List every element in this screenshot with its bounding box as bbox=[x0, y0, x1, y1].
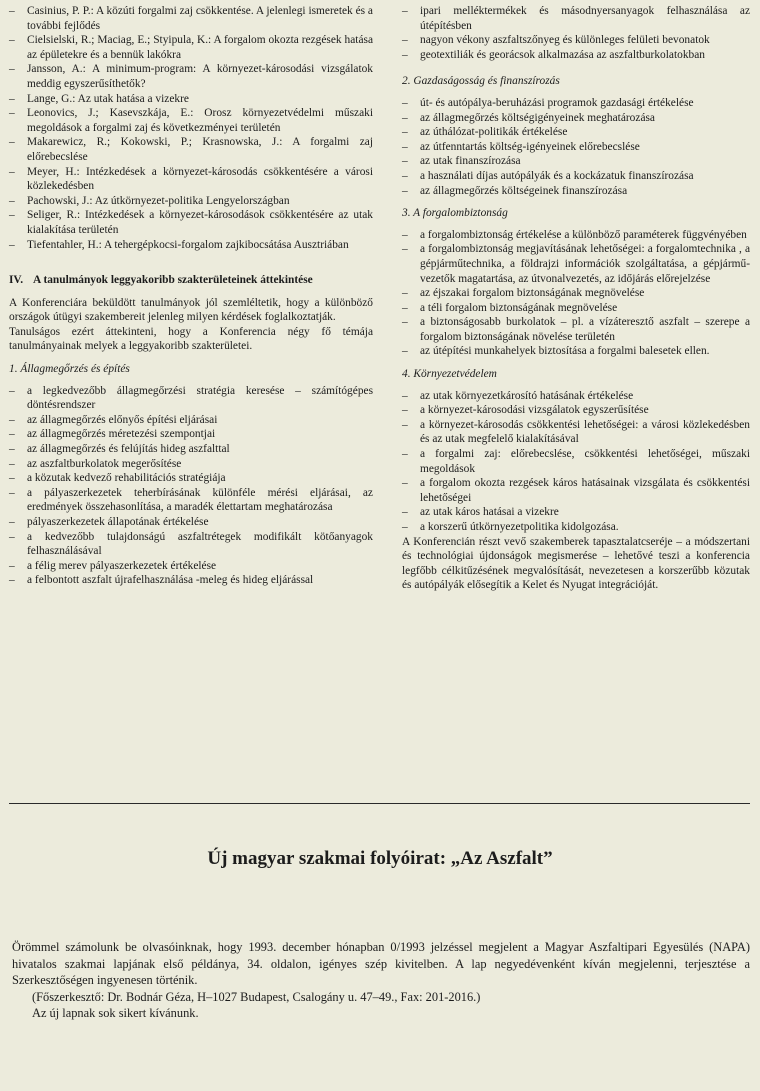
reference-item bbox=[9, 33, 373, 62]
topic-item bbox=[402, 111, 750, 126]
dash-marker: – bbox=[402, 287, 408, 300]
left-column bbox=[9, 4, 373, 588]
reference-item bbox=[9, 106, 373, 135]
topic-item-text: geotextiliák és georácsok alkalmazása az aszfaltburkolatokban bbox=[420, 48, 705, 61]
closing-paragraph: A Konferencián részt vevő szakemberek tapasztalatcseréje – a módszertani és technológiai újdonságok megismerése – lehetővé teszi a konferencia legfőbb célkitűzésének megvalósítását, nevezetesen a korszerűbb közutak és autópályák elősegítik a Kelet és Nyugat integrációját. bbox=[402, 535, 750, 592]
topic-item-text: az állagmegőrzés költségigényeinek meghatározása bbox=[420, 111, 655, 124]
dash-marker: – bbox=[402, 140, 408, 153]
reference-text: Meyer, H.: Intézkedések a környezet-károsodás csökkentésére a városi közlekedésben bbox=[27, 165, 373, 193]
dash-marker: – bbox=[9, 165, 15, 178]
intro-paragraph: A Konferenciára beküldött tanulmányok jól szemléltetik, hogy a különböző országok útügyi szakembereit jelenleg milyen kérdések foglalkoztatják. bbox=[9, 296, 373, 324]
topic-item-text: az útfenntartás költség-igényeinek előrebecslése bbox=[420, 140, 640, 153]
topic-item-text: az aszfaltburkolatok megerősítése bbox=[27, 457, 182, 470]
topic-item-text: a közutak kedvező rehabilitációs stratégiája bbox=[27, 472, 226, 485]
topic-item-text: az útépítési munkahelyek biztosítása a forgalmi balesetek ellen. bbox=[420, 345, 710, 358]
dash-marker: – bbox=[9, 530, 15, 543]
dash-marker: – bbox=[402, 448, 408, 461]
topic-item bbox=[9, 442, 373, 457]
topic-list bbox=[9, 384, 373, 588]
editor-info: (Főszerkesztő: Dr. Bodnár Géza, H–1027 Budapest, Csalogány u. 47–49., Fax: 201-2016.) bbox=[32, 989, 481, 1004]
topic-item-text: a környezet-károsodás csökkentési lehetőségei: a városi közlekedésben és az utak megfelelő kialakításával bbox=[420, 418, 750, 446]
dash-marker: – bbox=[402, 404, 408, 417]
dash-marker: – bbox=[9, 428, 15, 441]
dash-marker: – bbox=[9, 443, 15, 456]
topic-item bbox=[402, 184, 750, 199]
topic-heading: 4. Környezetvédelem bbox=[402, 368, 497, 381]
topic-list bbox=[402, 389, 750, 535]
dash-marker: – bbox=[9, 574, 15, 587]
reference-item bbox=[9, 92, 373, 107]
dash-marker: – bbox=[402, 228, 408, 241]
reference-item bbox=[9, 165, 373, 194]
dash-marker: – bbox=[402, 477, 408, 490]
dash-marker: – bbox=[402, 169, 408, 182]
dash-marker: – bbox=[9, 194, 15, 207]
dash-marker: – bbox=[402, 48, 408, 61]
topic-item bbox=[402, 154, 750, 169]
topic-item bbox=[402, 286, 750, 301]
dash-marker: – bbox=[9, 92, 15, 105]
reference-text: Leonovics, J.; Kasevszkája, E.: Orosz környezetvédelmi műszaki megoldások a forgalmi zaj és következményei területén bbox=[27, 107, 373, 134]
topic-item bbox=[9, 515, 373, 530]
topic-item bbox=[402, 140, 750, 155]
topic-heading: 3. A forgalombiztonság bbox=[402, 207, 508, 220]
topic-item-text: a pályaszerkezetek teherbírásának különféle mérési eljárásai, az eredmények összehasonlítása, a maradék élettartam meghatározása bbox=[27, 486, 373, 514]
announcement-body bbox=[12, 939, 750, 1022]
topic-item bbox=[402, 389, 750, 404]
topic-item-text: a felbontott aszfalt újrafelhasználása -meleg és hideg eljárással bbox=[27, 574, 314, 587]
topic-item-text: a félig merev pályaszerkezetek értékelése bbox=[27, 559, 217, 572]
reference-list bbox=[9, 4, 373, 252]
dash-marker: – bbox=[9, 238, 15, 251]
announcement-headline: Új magyar szakmai folyóirat: „Az Aszfalt” bbox=[207, 848, 553, 869]
dash-marker: – bbox=[9, 384, 15, 397]
topic-item bbox=[402, 4, 750, 33]
reference-item bbox=[9, 208, 373, 237]
topic-item-text: az állagmegőrzés és felújítás hideg aszfalttal bbox=[27, 443, 230, 456]
topic-item-text: az állagmegőrzés költségeinek finanszírozása bbox=[420, 184, 628, 197]
topic-item-text: az éjszakai forgalom biztonságának megnövelése bbox=[420, 287, 645, 300]
section-title: A tanulmányok leggyakoribb szakterületeinek áttekintése bbox=[33, 274, 313, 287]
topic-item bbox=[402, 33, 750, 48]
reference-text: Cielsielski, R.; Maciag, E.; Styipula, K.: A forgalom okozta rezgések hatása az épületekre és a bennük lakókra bbox=[27, 34, 373, 61]
topic-item bbox=[9, 471, 373, 486]
dash-marker: – bbox=[9, 136, 15, 149]
reference-text: Pachowski, J.: Az útkörnyezet-politika Lengyelországban bbox=[27, 194, 290, 207]
topic-item-text: az utak káros hatásai a vizekre bbox=[420, 506, 559, 519]
reference-item bbox=[9, 135, 373, 164]
topic-item bbox=[402, 505, 750, 520]
topic-item bbox=[402, 228, 750, 243]
dash-marker: – bbox=[9, 486, 15, 499]
reference-text: Makarewicz, R.; Kokowski, P.; Krasnowska, J.: A forgalmi zaj előrebecslése bbox=[27, 136, 373, 163]
announcement-paragraph: Örömmel számolunk be olvasóinknak, hogy 1993. december hónapban 0/1993 jelzéssel megjelent a Magyar Aszfaltipari Egyesülés (NAPA) hivatalos szakmai lapjának első példánya, 34. oldalon, igényes szép kivitelben. A lap negyedévenként kíván megjelenni, terjesztése a Szerkesztőségen ingyenesen történik. bbox=[12, 940, 750, 987]
topic-item bbox=[9, 486, 373, 515]
dash-marker: – bbox=[9, 107, 15, 120]
dash-marker: – bbox=[402, 111, 408, 124]
topic-item bbox=[402, 447, 750, 476]
dash-marker: – bbox=[402, 5, 408, 17]
reference-item bbox=[9, 238, 373, 253]
topic-item bbox=[402, 301, 750, 316]
topic-item bbox=[402, 403, 750, 418]
dash-marker: – bbox=[9, 559, 15, 572]
dash-marker: – bbox=[402, 155, 408, 168]
topic-item-text: a forgalmi zaj: előrebecslése, csökkentési lehetőségei, műszaki megoldások bbox=[420, 448, 750, 475]
reference-text: Tiefentahler, H.: A tehergépkocsi-forgalom zajkibocsátása Ausztriában bbox=[27, 238, 349, 251]
topic-list bbox=[402, 96, 750, 198]
topic-item bbox=[9, 559, 373, 574]
topic-item-text: a legkedvezőbb állagmegőrzési stratégia keresése – számítógépes döntésrendszer bbox=[27, 384, 373, 412]
dash-marker: – bbox=[9, 5, 15, 17]
topic-item bbox=[402, 48, 750, 63]
dash-marker: – bbox=[402, 345, 408, 358]
dash-marker: – bbox=[9, 209, 15, 222]
dash-marker: – bbox=[9, 516, 15, 528]
dash-marker: – bbox=[402, 34, 408, 47]
topic-item-text: az állagmegőrzés előnyős építési eljárásai bbox=[27, 413, 218, 426]
topic-item bbox=[402, 242, 750, 286]
topic-item-text: a kedvezőbb tulajdonságú aszfaltrétegek modifikált kötőanyagok felhasználásával bbox=[27, 530, 373, 558]
topic-heading: 2. Gazdaságosság és finanszírozás bbox=[402, 75, 560, 88]
dash-marker: – bbox=[402, 184, 408, 197]
topic-item bbox=[9, 427, 373, 442]
topic-item-text: a környezet-károsodási vizsgálatok egyszerűsítése bbox=[420, 404, 649, 417]
topic-item bbox=[9, 384, 373, 413]
topic-list bbox=[402, 228, 750, 359]
closing-wish: Az új lapnak sok sikert kívánunk. bbox=[32, 1006, 199, 1020]
topic-item-text: a forgalombiztonság értékelése a különböző paraméterek függvényében bbox=[420, 228, 747, 241]
topic-list-continued bbox=[402, 4, 750, 62]
section-heading bbox=[9, 273, 373, 288]
topic-item bbox=[9, 457, 373, 472]
topic-item bbox=[402, 169, 750, 184]
dash-marker: – bbox=[9, 34, 15, 47]
intro-paragraph: Tanulságos ezért áttekinteni, hogy a Konferencia négy fő témája tanulmányainak melyek a leggyakoribb szakterületei. bbox=[9, 325, 373, 353]
reference-item bbox=[9, 62, 373, 91]
dash-marker: – bbox=[9, 472, 15, 485]
topic-heading: 1. Állagmegőrzés és építés bbox=[9, 363, 130, 376]
topic-item-text: a téli forgalom biztonságának megnövelése bbox=[420, 301, 618, 314]
dash-marker: – bbox=[402, 126, 408, 139]
section-number: IV. bbox=[9, 274, 24, 287]
dash-marker: – bbox=[402, 389, 408, 402]
topic-item-text: a korszerű útkörnyezetpolitika kidolgozása. bbox=[420, 521, 619, 533]
reference-item bbox=[9, 4, 373, 33]
topic-item-text: pályaszerkezetek állapotának értékelése bbox=[27, 516, 209, 528]
topic-item-text: a biztonságosabb burkolatok – pl. a vízáteresztő aszfalt – szerepe a forgalom biztonságának növelése területén bbox=[420, 316, 750, 343]
topic-item bbox=[9, 573, 373, 588]
reference-item bbox=[9, 194, 373, 209]
right-column bbox=[402, 4, 750, 593]
dash-marker: – bbox=[402, 301, 408, 314]
dash-marker: – bbox=[402, 316, 408, 329]
dash-marker: – bbox=[402, 418, 408, 431]
topic-item-text: ipari melléktermékek és másodnyersanyagok felhasználása az útépítésben bbox=[420, 5, 750, 32]
topic-item-text: út- és autópálya-beruházási programok gazdasági értékelése bbox=[420, 96, 694, 109]
reference-text: Jansson, A.: A minimum-program: A környezet-károsodási vizsgálatok meddig egyszerűsíthetők? bbox=[27, 63, 373, 90]
topic-item bbox=[402, 476, 750, 505]
topic-item bbox=[402, 96, 750, 111]
dash-marker: – bbox=[402, 243, 408, 256]
topic-item-text: a használati díjas autópályák és a kockázatuk finanszírozása bbox=[420, 169, 694, 182]
topic-item-text: az állagmegőrzés méretezési szempontjai bbox=[27, 428, 216, 441]
topic-item bbox=[402, 520, 750, 535]
reference-text: Seliger, R.: Intézkedések a környezet-károsodások csökkentésére az utak kialakítása területén bbox=[27, 209, 373, 236]
topic-item bbox=[402, 125, 750, 140]
reference-text: Lange, G.: Az utak hatása a vizekre bbox=[27, 92, 189, 105]
dash-marker: – bbox=[9, 457, 15, 470]
topic-item-text: a forgalombiztonság megjavításának lehetőségei: a forgalomtechnika , a gépjárműtechnika, a földrajzi információk szolgáltatása, a gépjármű-vezetők magatartása, az útvonalvezetés, az időjárás előrejelzése bbox=[420, 243, 750, 285]
topic-item bbox=[9, 530, 373, 559]
horizontal-divider bbox=[9, 803, 750, 804]
dash-marker: – bbox=[9, 413, 15, 426]
topic-item-text: az úthálózat-politikák értékelése bbox=[420, 126, 568, 139]
topic-item-text: az utak környezetkárosító hatásának értékelése bbox=[420, 389, 634, 402]
reference-text: Casinius, P. P.: A közúti forgalmi zaj csökkentése. A jelenlegi ismeretek és a további fejlődés bbox=[27, 5, 373, 32]
topic-item bbox=[402, 418, 750, 447]
topic-item bbox=[402, 315, 750, 344]
topic-item-text: az utak finanszírozása bbox=[420, 155, 521, 168]
topic-item-text: a forgalom okozta rezgések káros hatásainak vizsgálata és csökkentési lehetőségei bbox=[420, 477, 750, 504]
topic-item bbox=[9, 413, 373, 428]
dash-marker: – bbox=[402, 96, 408, 109]
dash-marker: – bbox=[9, 63, 15, 76]
topic-item-text: nagyon vékony aszfaltszőnyeg és különleges felületi bevonatok bbox=[420, 34, 710, 47]
dash-marker: – bbox=[402, 521, 408, 533]
dash-marker: – bbox=[402, 506, 408, 519]
topic-item bbox=[402, 344, 750, 359]
